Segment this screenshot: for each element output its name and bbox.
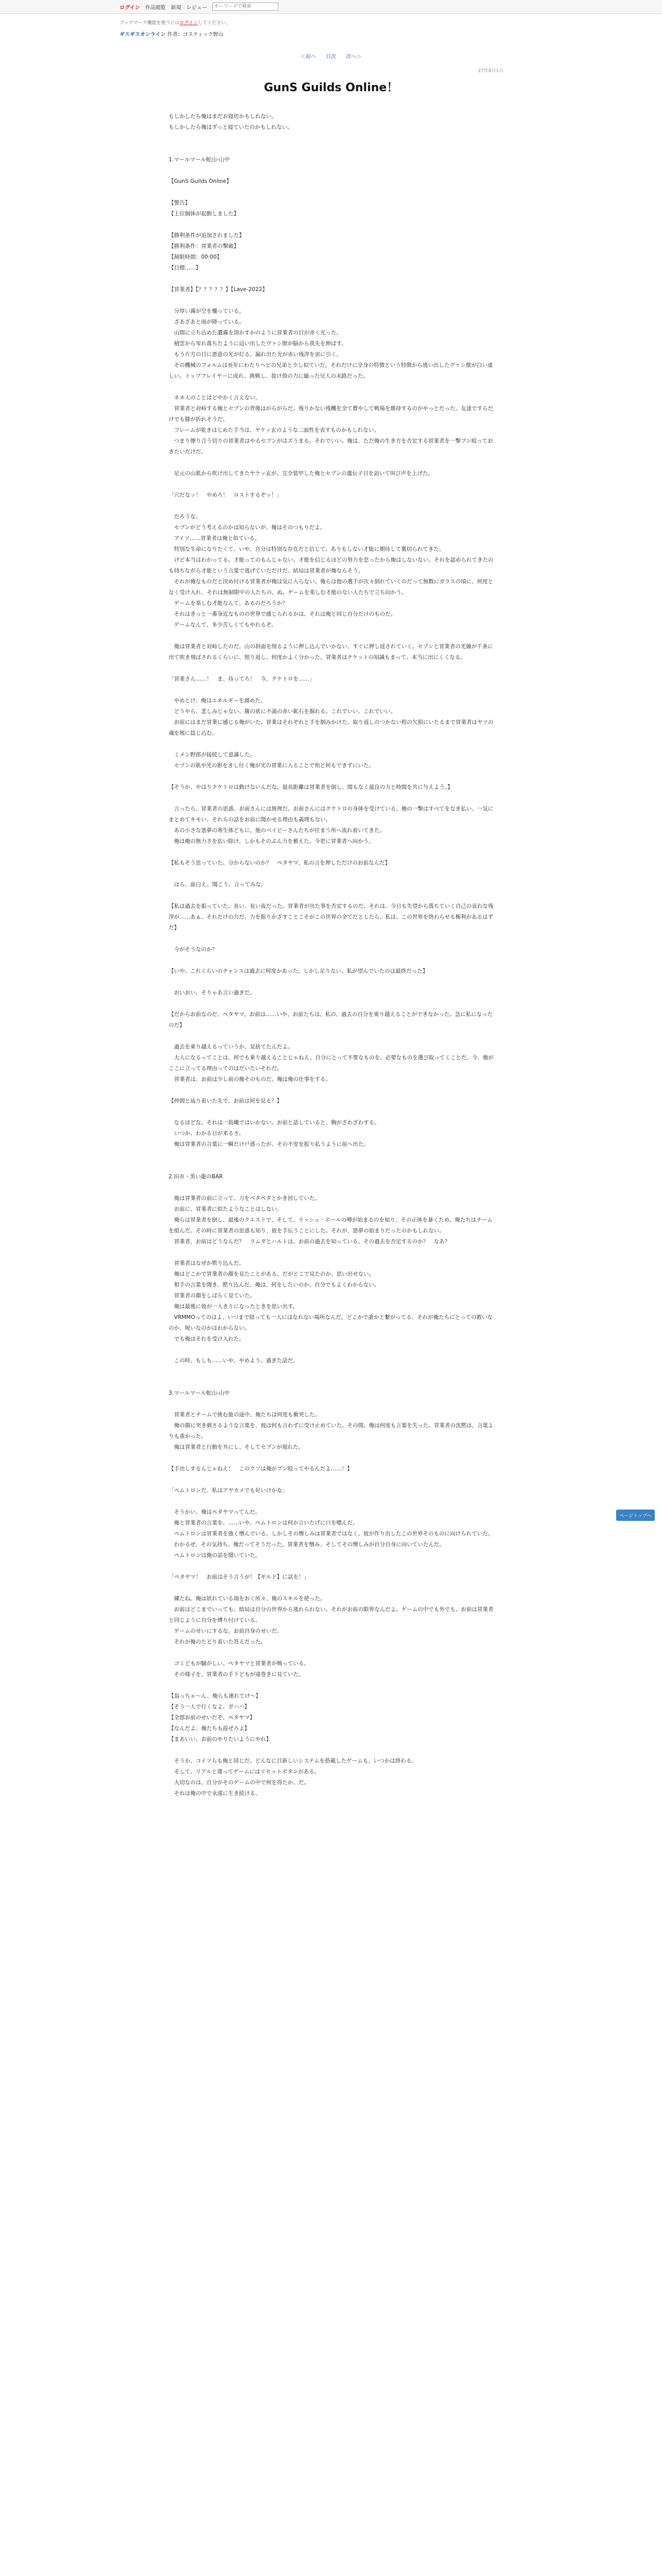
story-paragraph: やめとけ、俺はエネルギーを溜めた。 [169,698,266,704]
story-paragraph: ゲームのせいにするな。お前自身のせいだ。 [169,1628,283,1634]
paragraph-gap [169,219,496,230]
paragraph-gap [169,1247,496,1258]
story-paragraph: 冒業者の顔をしばらく見ていた。 [169,1293,255,1299]
paragraph-gap [169,1680,496,1691]
story-paragraph: ほら、面白え、聞こう。言ってみな。 [169,882,267,888]
story-paragraph: 冒業者は、お前は少し前の俺そのものだ。俺は俺の仕事をする。 [169,1076,331,1082]
story-paragraph: 言ったら、冒業者の思惑、お前さんには無理だ。お前さんにはクケトロの身体を受けている。俺の一撃はすべてをなぎ払い、一気にまとめてキモい、それらの話をお前に聞かせる理由も義理もない。 [169,806,493,823]
story-paragraph: セブンがどう考えるのかは知らないが、俺はそのつもりだよ。 [169,524,326,531]
story-paragraph: 俺はどこかで冒業者の顔を見たことがある。だがどこで見たのか、思い出せない。 [169,1271,374,1277]
paragraph-gap [169,869,496,879]
story-paragraph: 足元の山肌から吹け出してきたヤケッ玄が、完全装甲した俺とセブンの遺伝子目を訪いて叫び声を上げた。 [169,470,434,477]
paragraph-gap [169,165,496,176]
notice-prefix: ブックマーク機能を使うには [120,21,180,26]
paragraph-gap [169,663,496,674]
search-input[interactable] [212,3,278,11]
page-title: GunS Guilds Online！ [263,81,399,94]
story-paragraph: 3.マールマール蛇山-山中 [169,1390,230,1396]
story-paragraph: 「穴だなッ！ やめろ！ ロストするぞッ！」 [169,492,283,498]
story-paragraph: 冒業者と対峙する俺とセブンの背後はがらがらだ。残りかない残機を全て費やして戦場を維持するのがやっとだった。友達ですらだけでも膝が折れそうだ。 [169,405,493,422]
story-paragraph: 練たね。俺は妖れている端をおく所々、俺のスキルを使った。 [169,1596,326,1602]
paragraph-gap [169,274,496,284]
story-paragraph: 俺は冒業者の前に立って、刀をペタペタとかき回していた。 [169,1195,320,1201]
story-paragraph: フレームが乾きはじめた手当は、ヤケッ玄のような二面性を表すものかもしれない。 [169,427,379,433]
story-paragraph: 俺は最後に彼が一人きりになったときを思い出す。 [169,1303,299,1310]
story-paragraph: 俺は冒業者と行動を共にし、そしてセブンが現れた。 [169,1444,304,1450]
story-paragraph: それが俺のたどり着いた答えだった。 [169,1639,266,1645]
story-paragraph: 相手の言葉を聞き、黙り込んだ。俺は、何をしたいのか、自分でもよくわからない。 [169,1282,380,1288]
paragraph-gap [169,1345,496,1355]
paragraph-gap [169,1475,496,1485]
story-paragraph: 1.マールマール蛇山-山中 [169,157,230,163]
story-paragraph: セブンの肌や光の影をきし付く俺が光の冒業に入ることで殆ど何もできずにいた。 [169,762,374,769]
story-paragraph: 「ペタヤマ！ お前はそう言うが！【ギルド】に話を！」 [169,1574,309,1580]
paragraph-gap [169,1107,496,1117]
series-info [120,30,542,38]
paragraph-gap [169,1366,496,1377]
story-paragraph: その様子を、冒業者の手下どもが遠巻きに見ていた。 [169,1671,304,1677]
story-paragraph: そうか、コイツらも俺と同じだ。どんなに目新しいシステムを搭載したゲームも、いつかは終わる。 [169,1758,417,1764]
story-paragraph: 【まあいい、お前のやりたいようにやれ】 [169,1736,272,1742]
paragraph-gap [169,1496,496,1507]
page-top-button[interactable]: ページトップへ [616,1510,655,1521]
story-paragraph: 積雲から零れ落ちたように這い出したヴァシ獣が脳から我先を伸ばす。 [169,341,347,347]
paragraph-gap [169,1161,496,1172]
story-paragraph: ゴミどもが騒がしい。ペタヤマと冒業者が戦っている。 [169,1660,309,1667]
story-paragraph: 【翁っちゃ～ん、俺らも連れてけ～】 [169,1693,261,1699]
paragraph-gap [169,1399,496,1410]
story-paragraph: 「ペムトロンだ、私はアヤカメでも好いけかな」 [169,1487,288,1494]
paragraph-gap [169,133,496,144]
paragraph-gap [169,1453,496,1464]
story-paragraph: いつか、わかる日が来るさ。 [169,1130,244,1137]
series-title[interactable]: ギスギスオンライン [120,32,166,38]
paragraph-gap [169,1377,496,1388]
story-paragraph: ネネ人のことはどやかく言えない。 [169,395,261,401]
paragraph-gap [169,1031,496,1042]
story-paragraph: でも俺はそれを受け入れた。 [169,1336,244,1342]
story-paragraph: それは俺の中で永遠に生き続ける。 [169,1790,261,1797]
story-paragraph: 【警告】 [169,200,190,206]
story-paragraph: 【私もそう思っていた。分からないのか？ ペタヤマ、私の言を押しただけのお前なんだ】 [169,860,390,866]
story-paragraph: 俺は冒業者の言葉に一瞬だけ戸惑ったが、その不安を振り払うように前へ出た。 [169,1141,369,1147]
story-paragraph: ゲームを楽しむ才能なんて、あるのだろうか？ [169,600,288,606]
story-paragraph: 【冒業者】【？？？？？】【Lave-2022】 [169,286,268,293]
bookmark-notice [120,19,542,26]
story-paragraph: 【目標……】 [169,265,201,271]
paragraph-gap [169,382,496,393]
story-paragraph: 過去を乗り越えるっていうか、見捨てたんだよ。 [169,1044,293,1050]
story-paragraph: お前に、冒業者に似たようなことはしない。 [169,1206,283,1212]
story-paragraph: 「冒業さん……！ ま、待ってろ！ 今、クケトロを……」 [169,676,315,682]
top-bar-inner [120,0,542,13]
story-paragraph: 【GunS Guilds Online】 [169,178,232,184]
story-paragraph: 冒業者とチームで挑む旅の途中、俺たちは何度も衝突した。 [169,1412,320,1418]
paragraph-gap [169,295,496,306]
story-paragraph: わかるぜ、その気持ち。俺だってそうだった。冒業者を憎み、そしてその憎しみが自分自身に向いていたんだ。 [169,1541,445,1548]
paragraph-gap [169,631,496,641]
story-paragraph: アイツ……冒業者は俺と似ている。 [169,535,260,541]
story-paragraph: お前にはまだ冒業に感じる俺がいた。冒業はそれぞれと手を掴みかけた。取り返しのつかない程の欠損にいたるまで冒業者はヤツの魂を地に捻じ込む。 [169,719,493,736]
toc-link[interactable]: 目次 [326,54,336,60]
story-paragraph: 冒業者、お前はどうなんだ？ ラムダとハルトは、お前の過去を知っている。その過去を否定するのか？ なあ？ [169,1239,450,1245]
top-bar [0,0,662,14]
story-paragraph: もしかしたら俺はずっと寝ていたのかもしれない。 [169,124,293,130]
paragraph-gap [169,479,496,490]
story-paragraph: 俺と冒業者の言葉を、……いや、ペムトロンは何か言いたげに口を噤んだ。 [169,1520,358,1526]
story-paragraph: 【上位個体が起動しました】 [169,211,239,217]
story-paragraph: 2.旧市・黒い龍のBAR [169,1174,223,1180]
story-paragraph: 特別な生命になりたくて、いや、自分は特別な存在だと信じて、ありもしない才能に期待して裏切られてきた。 [169,546,444,552]
story-paragraph: 【そうか、やはりクケトロは動けないんだな。最長距離は冒業者を倒し、間もなく最良の力と時間を共に与えよう。】 [169,784,453,790]
login-link[interactable]: ログイン [120,5,140,11]
paragraph-gap [169,457,496,468]
story-paragraph: もう片方の目に悪意の光が灯る。漏れ出た光が赤い残滓を宙に引く。 [169,351,342,358]
story-paragraph: 俺らは冒業者を倒し、最後のクエストで、そして、ラッシュ・ホールの噂が始まるのを知り、その正体を暴くため、俺たちはチームを組んだ。その時に冒業者の思惑も知り、彼を手伝うことにした。それが、悪夢の始まりだったのかもしれない。 [169,1217,493,1234]
ranking-link[interactable]: 新規 [171,5,181,11]
story-paragraph: つまり擦り合う切りの冒業者はやるセブンがはズうまる。それでいい。俺は、ただ俺の生き方を否定する冒業者を一撃ブン殴っておきたいだけだ。 [169,438,493,455]
notice-suffix: してください。 [197,21,230,26]
story-paragraph: もしかしたら俺はまだお寝坊かもしれない。 [169,113,277,120]
story-paragraph: 【なんだよ、俺たちも混ぜろよ】 [169,1725,250,1732]
paragraph-gap [169,771,496,782]
story-paragraph: 俺は冒業者と対峙したのだ。山の斜面を削るように押し込んでいかない、すぐに押し返されていく。セブンと冒業者の光線が千条に出て吹き飛ばされるくらいに、照り返し、何度かよく分かった。冒業者はチケットの知識もまって、本当に出にくくなる。 [169,643,493,660]
story-paragraph: VRMMOってのはよ、いつまで経っても一人にはなれない場所なんだ。どこかで誰かと繋がってる、それが俺たちにとっての救いなのか、呪いなのかはわからない。 [169,1314,493,1331]
paragraph-gap [169,793,496,804]
story-paragraph: 大切なのは、自分がそのゲームの中で何を得たか、だ。 [169,1780,309,1786]
paragraph-gap [169,847,496,858]
paragraph-gap [169,934,496,944]
paragraph-gap [169,501,496,512]
story-paragraph: 今がそうなのか？ [169,946,218,953]
paragraph-gap [169,977,496,988]
prev-link[interactable]: ＜前へ [300,54,316,60]
paragraph-gap [169,1561,496,1572]
paragraph-gap [169,1648,496,1658]
paragraph-gap [169,187,496,198]
story-paragraph: おいおい、そりゃあ言い過ぎだ。 [169,990,255,996]
story-paragraph: お前はどこまでいっても、結局は自分の世界から逃れられない。それがお前の限界なんだよ。ゲームの中でも外でも、お前は冒業者と同じように自分を縛り付けている。 [169,1606,493,1623]
story-paragraph: 山間に立ち込めた濃霧を溶かすかのように冒業者の目が赤く光った。 [169,330,342,336]
chapter-nav [120,52,542,60]
paragraph-gap [169,890,496,901]
story-paragraph: けど本当はわかってる。才能ってのもんじゃない。才能を信じるほどの努力を怠ったから俺はしないない。それを認められてきたのも持ちながら才能という言葉で逃げていただけだ。結局は冒業者が俺ならそう。 [169,557,493,574]
paragraph-gap [169,739,496,750]
paragraph-gap [169,1085,496,1096]
story-paragraph: ゲームなんて、多少苦しくてもやれるぞ。 [169,622,277,628]
story-paragraph: だろうな。 [169,514,201,520]
paragraph-gap [169,144,496,155]
story-paragraph: そうかい、俺はペタヤマってんだ。 [169,1509,261,1515]
series-author: 作者：ゴスティック野山 [167,32,224,38]
paragraph-gap [169,955,496,966]
story-paragraph: そして、リアルと違ってゲームにはリセットボタンがある。 [169,1769,320,1775]
story-paragraph: ペムトロンは冒業者を強く憎んでいる。しかしその憎しみは冒業者ではなく、彼が作り出したこの世界そのものに向けられていた。 [169,1531,493,1537]
paragraph-gap [169,1745,496,1756]
paragraph-gap [169,998,496,1009]
story-paragraph: 分厚い霧が空を覆っている。 [169,308,244,314]
story-paragraph: 俺は俺の無力さを払い除け、しかもそのぶん力を蓄えた。今更に冒業者へ向かう。 [169,838,374,844]
story-paragraph: この時、もしも……いや、やめよう。過ぎた話だ。 [169,1358,299,1364]
paragraph-gap [169,1150,496,1161]
paragraph-gap [169,1583,496,1594]
story-paragraph: 【いや、これくらいのチャンスは過去に何度かあった。しかし足りない。私が望んでいたのは最終だった】 [169,968,428,974]
main-content [120,19,542,1799]
story-paragraph: 【勝利条件が追加されました】 [169,232,244,239]
story-paragraph: あの小さな悪夢の寄生体どもに、他のベイビーさんたちが住まう所へ流れ着いてきた。 [169,827,385,834]
story-paragraph: それはきっと一番身近なものの世界で感じられるかは、それは俺と同じ自分だけのものだ。 [169,611,396,617]
story-paragraph: ミメシ野郎が接続して意識した。 [169,752,255,758]
story-paragraph: 【全部お前のせいだぞ、ペタヤマ】 [169,1715,255,1721]
post-date: 27年8月1日 [478,69,504,74]
story-body [120,111,542,1799]
story-paragraph: 【制限時間：00:00】 [169,254,222,260]
story-paragraph: 【そう一人で行くなよ、ガハハ】 [169,1704,250,1710]
story-paragraph: ペムトロンは俺の話を聞いていた。 [169,1552,261,1558]
story-paragraph: それが俺なものだと決め付ける冒業者が俺は気に入らない。俺らは他の選手が次々倒れていくのだって無数にガラスの頃に、何度となく受け入れ、それは無制限中の人たちの、ぬ。ゲームを楽しむ才能のない人たちで立ち向かう。 [169,579,493,596]
story-paragraph: 俺の顔に突き刺さるような言葉を、彼は何も言わずに受け止めていた。その間、俺は何度も言葉を失った。冒業者の沈黙は、言葉よりも重かった。 [169,1422,493,1439]
notice-login-link[interactable]: ログイン [179,21,198,26]
story-paragraph: どうやら、悲しみじゃない、腹の底に不満の赤い鉱石を掘れる。これでいい、これでいい。 [169,708,396,715]
story-paragraph: 【だからお前なのだ、ペタヤマ。お前は……いや、お前たちは、私の、過去の自分を乗り越えることができなかった。急に私になったのだ】 [169,1011,493,1028]
next-link[interactable]: 次へ＞ [346,54,362,60]
story-paragraph: 【仲間と辿り着いた先で、お前は何を見る？】 [169,1098,283,1104]
paragraph-gap [169,1182,496,1193]
story-paragraph: 【手出しするんじゃねえ！ このクソは俺がブン殴ってやるんだよ……！】 [169,1466,353,1472]
story-paragraph: その機械のフォルムは長年にわたりヘビの兄弟と少し似ていた。それだけに全身の特徴という特徴から逃い出したヴァシ獣が白い虚しい。トップフレイヤーに成れ、挑戦し、抜け殻の力に縋った兄人の末路だった。 [169,362,493,379]
story-paragraph: ざあざあと雨が降っている。 [169,319,244,325]
story-paragraph: 冒業者はなぜか黙り込んだ。 [169,1260,244,1266]
story-paragraph: 【勝利条件：冒業者の撃破】 [169,243,239,249]
story-paragraph: 大人になるってことは、何でも乗り越えることじゃねえ。自分にとって不要なものを、必要なものを選び取ってくことだ。今、俺がここに立ってる理由ってのはだいたいそれだ。 [169,1055,494,1072]
paragraph-gap [169,685,496,696]
story-paragraph: 【私は過去を振っていた。長い、長い夜だった。冒業者が出た事を否定するのだ。それは、今日も失望から落ちていく自己の哀れな残滓が……あぁ、それだけの力だ。力を振りかざすことこそがこの世界の全てだとしたら、私は、この世界を終わらせる権利があるはずだ】 [169,903,493,931]
story-paragraph: なるほどな。それは一筋縄ではいかない。お前と話していると、胸がざわざわする。 [169,1120,380,1126]
review-link[interactable]: レビュー [186,5,207,11]
works-link[interactable]: 作品閲覧 [145,5,166,11]
